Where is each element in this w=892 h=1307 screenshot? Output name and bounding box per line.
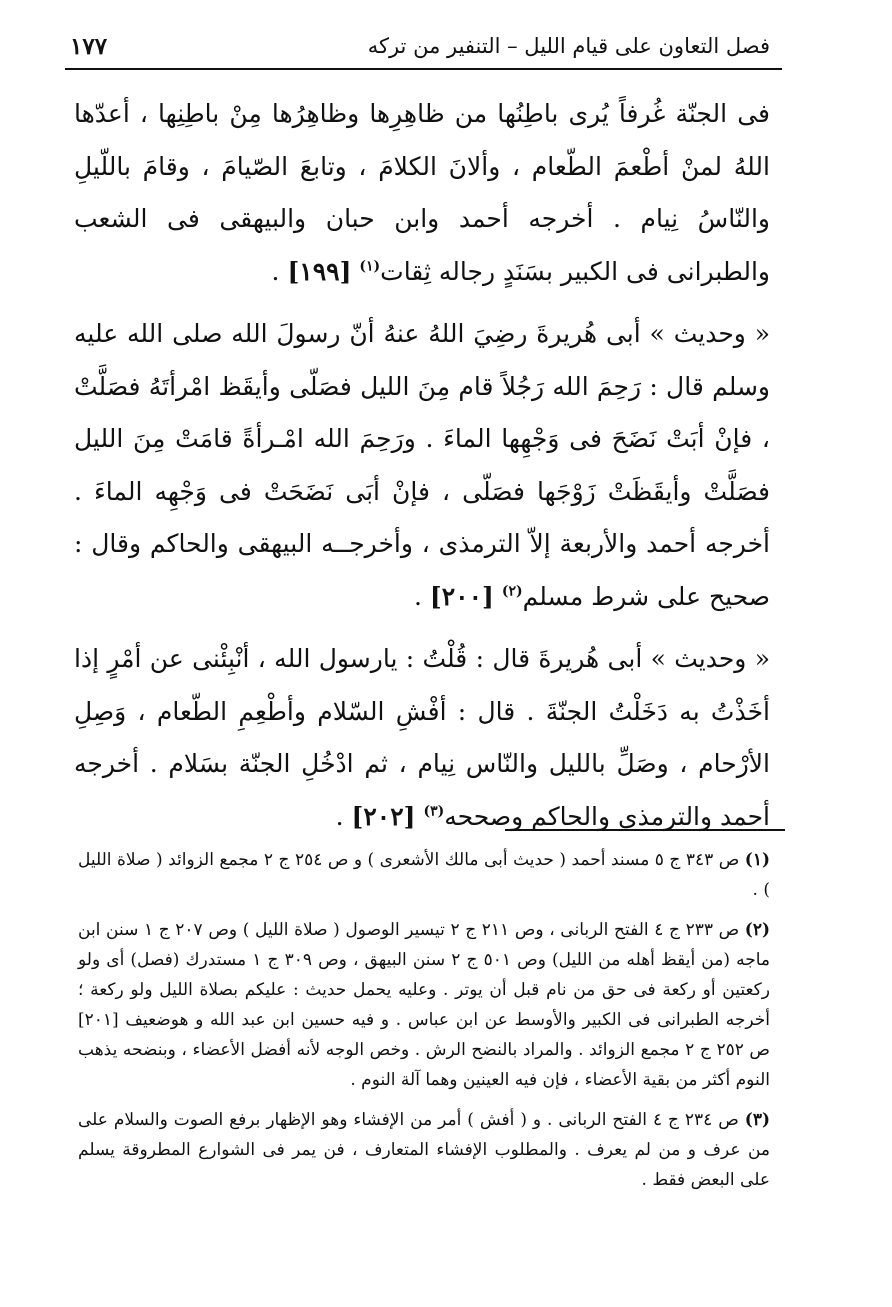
footnote-3-number: (٣) — [744, 1110, 770, 1130]
paragraph-2-text: « وحديث » أبى هُريرةَ رضِيَ اللهُ عنهُ أنّ رسولَ الله صلى الله عليه وسلم قال : رَحِمَ الله رَجُلاً قام مِنَ الليل فصَلّى وأيقَظ امْرأتَهُ فصَلَّتْ ، فإنْ أبَتْ نَضَحَ فى وَجْهِها الماءَ . ورَحِمَ الله امْـرأةً قامَتْ مِنَ الليل فصَلَّتْ وأيقَظَتْ زَوْجَها فصَلّى ، فإنْ أبَى نَضَحَتْ فى وَجْهِه الماءَ . أخرجه أحمد والأربعة إلاّ الترمذى ، وأخرجــه البيهقى والحاكم وقال : صحيح على شرط مسلم — [74, 319, 770, 611]
footnote-2 — [78, 915, 770, 1095]
paragraph-2-end: . — [413, 581, 422, 611]
page-header — [70, 26, 770, 66]
footnote-ref-3: (٣) — [423, 803, 445, 820]
hadith-number-199: [١٩٩] — [287, 256, 352, 286]
running-title: فصل التعاون على قيام الليل – التنفير من تركه — [367, 33, 770, 58]
paragraph-1 — [74, 88, 770, 298]
paragraph-3 — [74, 633, 770, 843]
footnote-1-text: ص ٣٤٣ ج ٥ مسند أحمد ( حديث أبى مالك الأشعرى ) و ص ٢٥٤ ج ٢ مجمع الزوائد ( صلاة الليل ) . — [78, 850, 770, 900]
main-text — [74, 88, 770, 853]
paragraph-3-end: . — [335, 801, 344, 831]
footnotes — [78, 845, 770, 1205]
header-rule — [65, 68, 782, 70]
footnote-ref-2: (٢) — [501, 583, 523, 600]
page-number: ١٧٧ — [70, 32, 108, 60]
footnote-3 — [78, 1105, 770, 1195]
footnote-ref-1: (١) — [359, 258, 381, 275]
paragraph-1-text: فى الجنّة غُرفاً يُرى باطِنُها من ظاهِرِها وظاهِرُها مِنْ باطِنِها ، أعدّها اللهُ لمنْ أطْعمَ الطّعام ، وألانَ الكلامَ ، وتابعَ الصّيامَ ، وقامَ باللّيلِ والنّاسُ نِيام . أخرجه أحمد وابن حبان والبيهقى فى الشعب والطبرانى فى الكبير بسَنَدٍ رجاله ثِقات — [74, 99, 770, 286]
hadith-number-200: [٢٠٠] — [429, 581, 494, 611]
paragraph-3-text: « وحديث » أبى هُريرةَ قال : قُلْتُ : يارسول الله ، أنْبِئْنى عن أمْرٍ إذا أخَذْتُ به دَخَلْتُ الجنّةَ . قال : أفْشِ السّلام وأطْعِمِ الطّعام ، وَصِلِ الأرْحام ، وصَلِّ بالليل والنّاس نِيام ، ثم ادْخُلِ الجنّة بسَلام . أخرجه أحمد والترمذى والحاكم وصححه — [74, 644, 770, 831]
paragraph-2 — [74, 308, 770, 623]
footnote-3-text: ص ٢٣٤ ج ٤ الفتح الربانى . و ( أفش ) أمر من الإفشاء وهو الإظهار برفع الصوت والسلام على من عرف و من لم يعرف . والمطلوب الإفشاء المتعارف ، فن يمر فى الشوارع المطروقة يسلم على البعض فقط . — [78, 1110, 770, 1190]
footnote-2-text: ص ٢٣٣ ج ٤ الفتح الربانى ، وص ٢١١ ج ٢ تيسير الوصول ( صلاة الليل ) وص ٢٠٧ ج ١ سنن ابن ماجه (من أيقظ أهله من الليل) وص ٥٠١ ج ٢ سنن البيهق ، وص ٣٠٩ ج ١ مستدرك (فصل) أى ولو ركعتين أو ركعة فى حق من نام قبل أن يوتر . وعليه يحمل حديث : عليكم بصلاة الليل ولو ركعة ؛ أخرجه الطبرانى فى الكبير والأوسط عن ابن عباس . و فيه حسين ابن عبد الله و هوضعيف [٢٠١] ص ٢٥٢ ج ٢ مجمع الزوائد . والمراد بالنضح الرش . وخص الوجه لأنه أفضل الأعضاء ، وبنضحه يذهب النوم أكثر من بقية الأعضاء ، فإن فيه العينين وهما آلة النوم . — [78, 920, 771, 1090]
footnote-2-number: (٢) — [744, 920, 771, 940]
paragraph-1-end: . — [271, 256, 280, 286]
footnote-separator — [505, 829, 785, 831]
footnote-1-number: (١) — [744, 850, 771, 870]
footnote-1 — [78, 845, 770, 905]
hadith-number-202: [٢٠٢] — [351, 801, 416, 831]
